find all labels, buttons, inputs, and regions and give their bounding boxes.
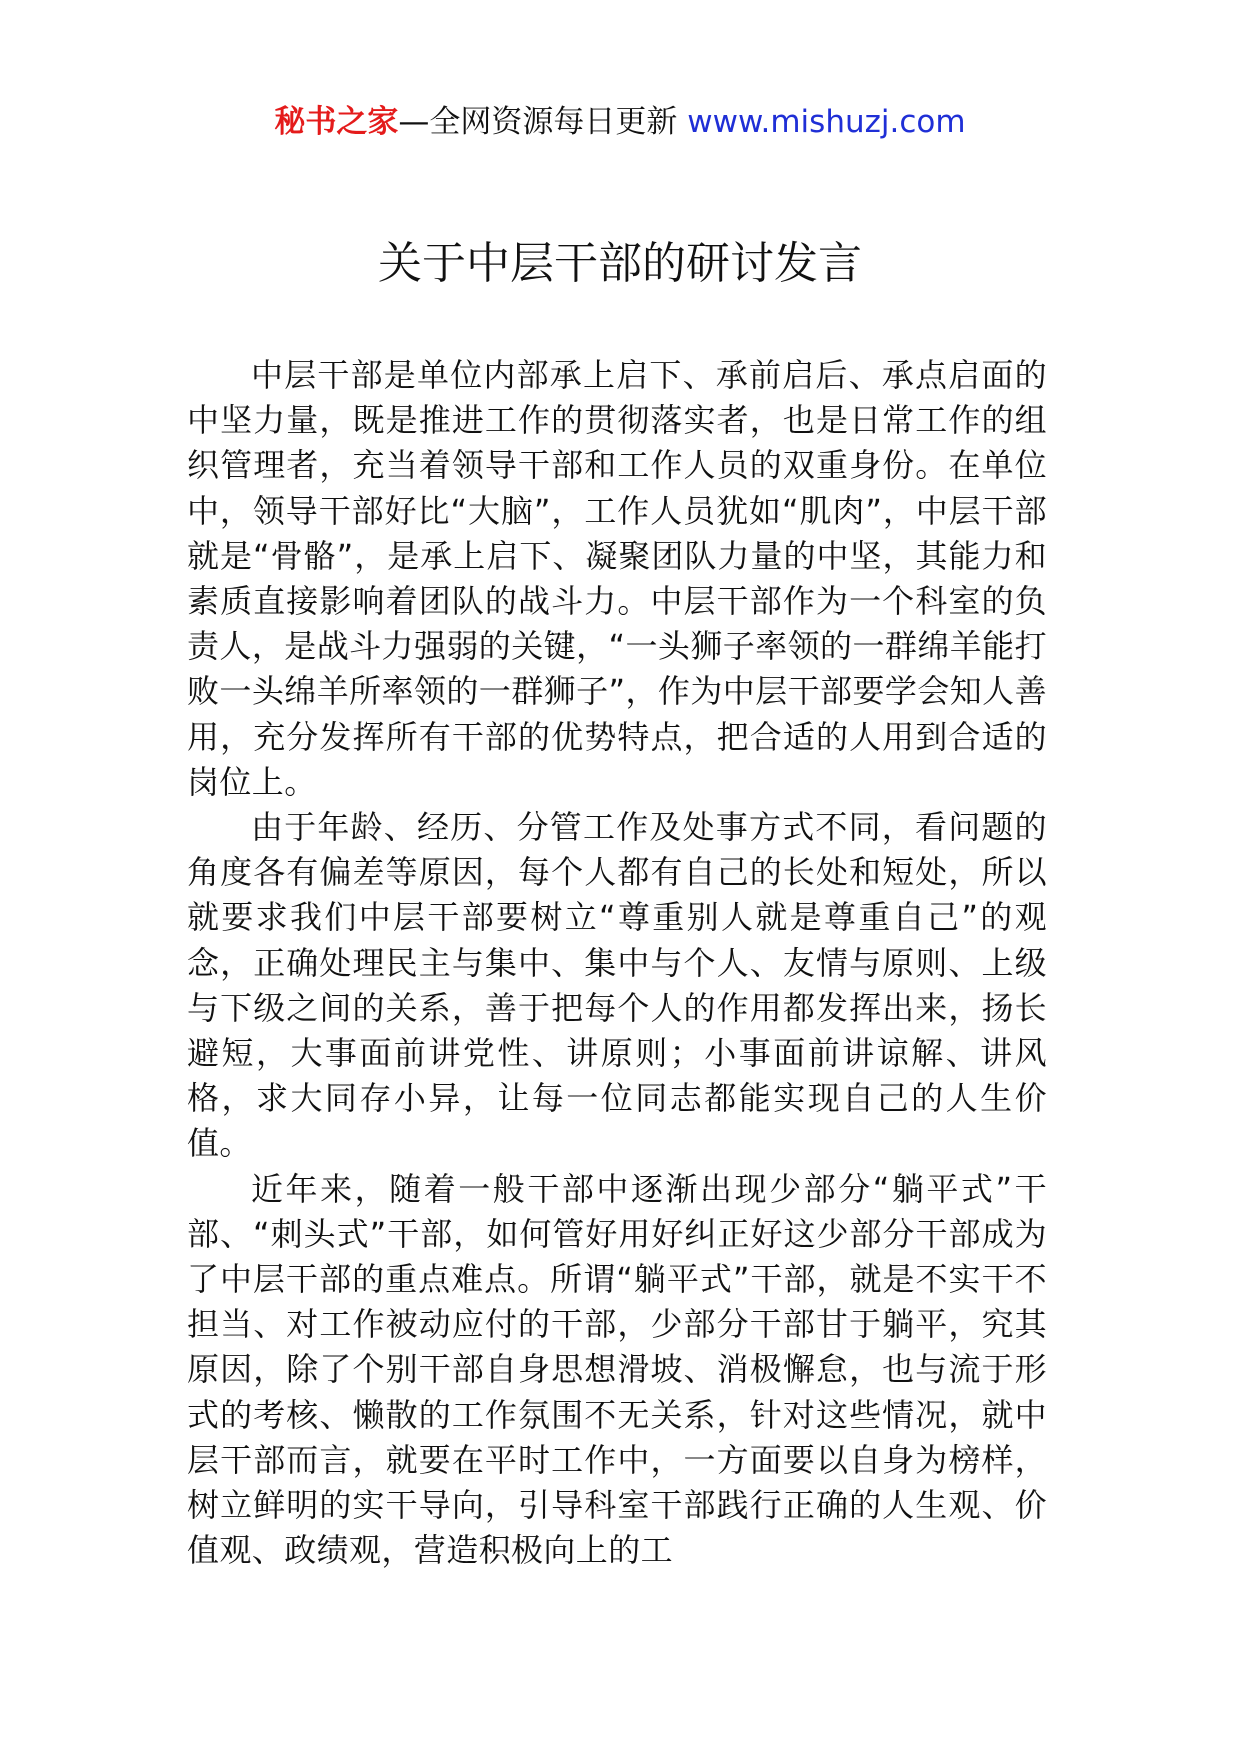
site-header xyxy=(0,102,1240,142)
brand-name: 秘书之家 xyxy=(274,104,399,140)
document-title: 关于中层干部的研讨发言 xyxy=(378,238,862,289)
site-url-link[interactable]: www.mishuzj.com xyxy=(687,104,966,140)
header-tagline: —全网资源每日更新 xyxy=(398,104,678,140)
paragraph-3: 近年来，随着一般干部中逐渐出现少部分“躺平式”干部、“刺头式”干部，如何管好用好纠正好这少部分干部成为了中层干部的重点难点。所谓“躺平式”干部，就是不实干不担当、对工作被动应付的干部，少部分干部甘于躺平，究其原因，除了个别干部自身思想滑坡、消极懈怠，也与流于形式的考核、懒散的工作氛围不无关系，针对这些情况，就中层干部而言，就要在平时工作中，一方面要以自身为榜样，树立鲜明的实干导向，引导科室干部践行正确的人生观、价值观、政绩观，营造积极向上的工 xyxy=(187,1169,1047,1570)
document-body xyxy=(187,353,1047,1573)
paragraph-1: 中层干部是单位内部承上启下、承前启后、承点启面的中坚力量，既是推进工作的贯彻落实者，也是日常工作的组织管理者，充当着领导干部和工作人员的双重身份。在单位中，领导干部好比“大脑”，工作人员犹如“肌肉”，中层干部就是“骨骼”，是承上启下、凝聚团队力量的中坚，其能力和素质直接影响着团队的战斗力。中层干部作为一个科室的负责人，是战斗力强弱的关键，“一头狮子率领的一群绵羊能打败一头绵羊所率领的一群狮子”，作为中层干部要学会知人善用，充分发挥所有干部的优势特点，把合适的人用到合适的岗位上。 xyxy=(187,356,1047,801)
paragraph-2: 由于年龄、经历、分管工作及处事方式不同，看问题的角度各有偏差等原因，每个人都有自己的长处和短处，所以就要求我们中层干部要树立“尊重别人就是尊重自己”的观念，正确处理民主与集中、集中与个人、友情与原则、上级与下级之间的关系，善于把每个人的作用都发挥出来，扬长避短，大事面前讲党性、讲原则；小事面前讲谅解、讲风格，求大同存小异，让每一位同志都能实现自己的人生价值。 xyxy=(187,808,1047,1163)
